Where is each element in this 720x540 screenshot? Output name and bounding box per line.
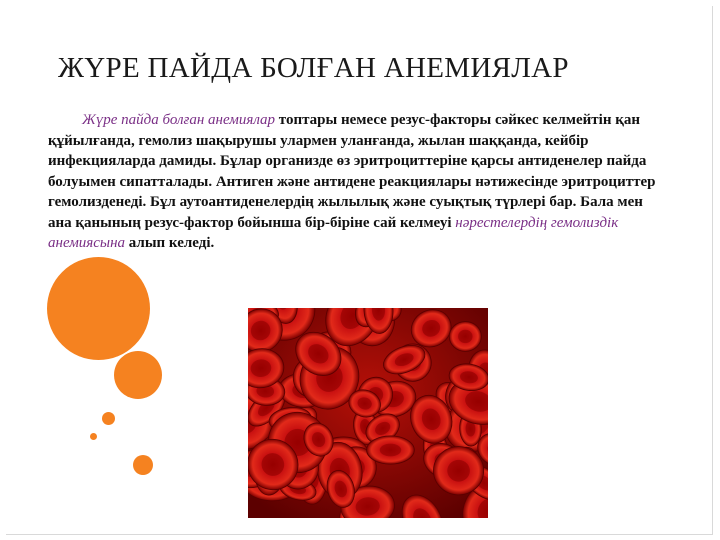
red-blood-cells-image [248, 308, 488, 518]
blood-cell-center [380, 444, 401, 457]
slide-body-text [48, 110, 663, 254]
slide-title: ЖҮРЕ ПАЙДА БОЛҒАН АНЕМИЯЛАР [58, 52, 569, 84]
decorative-circle-medium [114, 351, 162, 399]
decorative-circle-tiny [90, 433, 97, 440]
body-end-text: алып келеді. [125, 235, 215, 251]
term-hemolytic-disease-newborn: нәрестелердің гемолиздік анемиясына [48, 214, 619, 251]
decorative-circle-small-2 [133, 455, 153, 475]
decorative-circle-small [102, 412, 115, 425]
body-main-text: топтары немесе резус-факторы сәйкес келмейтін қан құйылғанда, гемолиз шақырушы улармен уланғанда, жылан шаққанда, кейбір инфекцияларда дамиды. Бұлар организде өз эритроциттеріне қарсы антиденелер пайда болуымен сипатталады. Антиген және антидене реакциялары нәтижесінде эритроциттер гемолизденеді. Бұл аутоантиденелердің жылылық және суықтық түрлері бар. Бала мен ана қанының резус-фактор бойынша бір-біріне сай келмеуі [48, 112, 656, 231]
term-acquired-anemias: Жүре пайда болған анемиялар [82, 112, 276, 128]
decorative-circle-large [47, 257, 150, 360]
